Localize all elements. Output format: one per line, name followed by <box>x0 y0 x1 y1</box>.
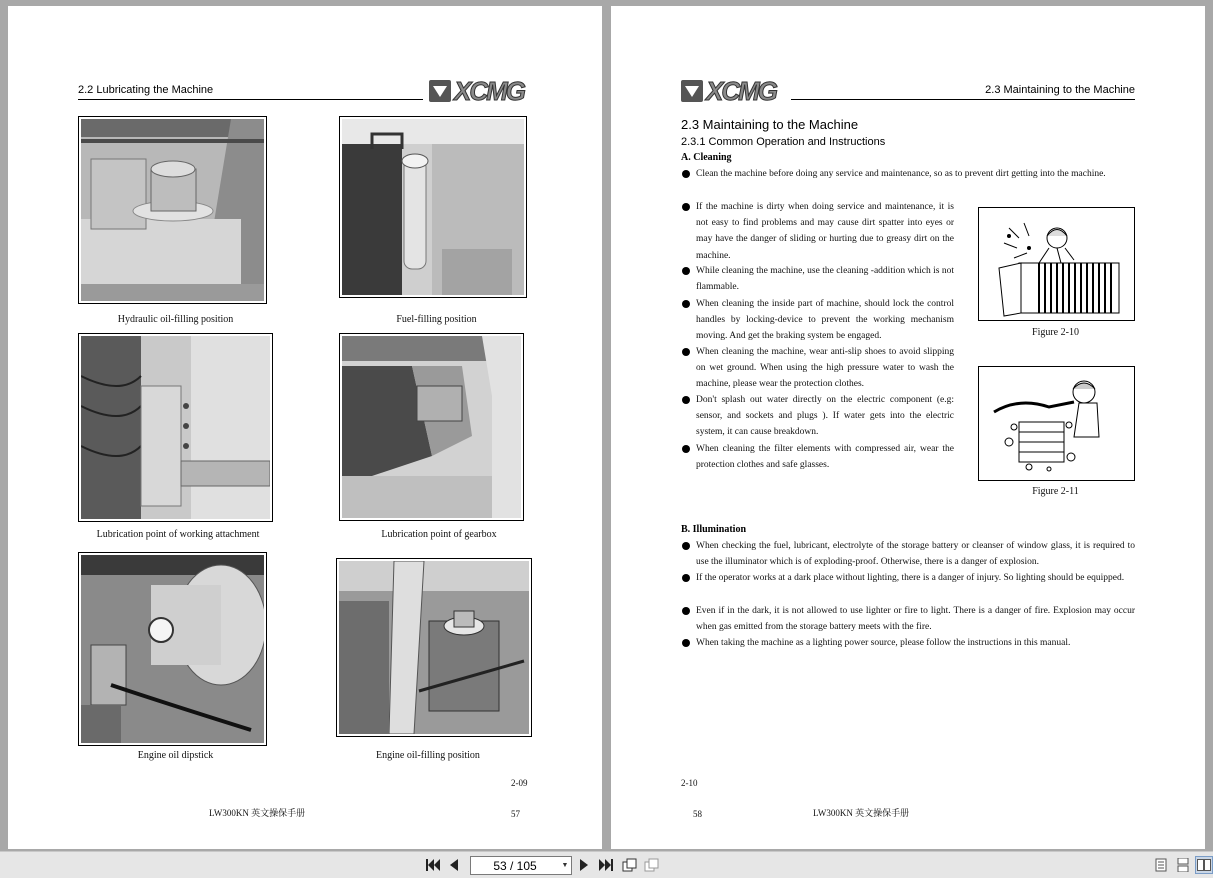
right-footer-title: LW300KN 英文操保手册 <box>813 808 910 818</box>
bullet-icon <box>682 300 690 308</box>
left-footer-number: 57 <box>511 809 520 819</box>
caption-gearbox: Lubrication point of gearbox <box>381 529 497 540</box>
washing-illustration-icon <box>979 367 1134 480</box>
xcmg-logo-icon <box>681 80 703 102</box>
fuel-tank-image <box>342 119 524 295</box>
prev-page-icon[interactable] <box>446 856 462 874</box>
next-page-icon[interactable] <box>576 856 592 874</box>
illumination-heading: B. Illumination <box>681 524 747 535</box>
illumination-bullet: Even if in the dark, it is not allowed to use lighter or fire to light. There is a danger of fire. Explosion may occur when gas emitted from the storage battery meets with the fire. <box>696 603 1135 635</box>
figure-2-10 <box>978 207 1135 321</box>
working-attachment-image <box>81 336 270 519</box>
bullet-icon <box>682 396 690 404</box>
section-title: 2.3 Maintaining to the Machine <box>681 117 859 132</box>
caption-working-attachment: Lubrication point of working attachment <box>96 529 260 540</box>
caption-fuel: Fuel-filling position <box>396 314 477 325</box>
page-indicator: 53 / 105 <box>493 858 537 873</box>
cleaning-bullet: When cleaning the inside part of machine, should lock the control handles by locking-device to prevent the working mechanism moving. And get the braking system be engaged. <box>696 296 954 345</box>
fit-page-icon[interactable] <box>643 856 661 874</box>
photo-engine-oil-filling <box>336 558 532 737</box>
photo-gearbox <box>339 333 524 521</box>
illumination-bullet: When checking the fuel, lubricant, electrolyte of the storage battery or cleanser of window glass, it is required to use the illuminator which is of exploding-proof. Otherwise, there is a danger of explosion. <box>696 538 1135 570</box>
bullet-icon <box>682 607 690 615</box>
chevron-down-icon[interactable]: ▼ <box>561 862 569 869</box>
hydraulic-tank-image <box>81 119 264 301</box>
photo-fuel-filling <box>339 116 527 298</box>
illumination-bullet: When taking the machine as a lighting power source, please follow the instructions in this manual. <box>696 635 1135 651</box>
bullet-icon <box>682 348 690 356</box>
figure-2-11 <box>978 366 1135 481</box>
bullet-icon <box>682 267 690 275</box>
left-header-title: 2.2 Lubricating the Machine <box>78 84 214 96</box>
left-header-rule <box>78 99 423 100</box>
xcmg-logo-text: XCMG <box>706 76 776 106</box>
bullet-icon <box>682 542 690 550</box>
left-page <box>8 6 602 849</box>
xcmg-logo-left <box>429 76 533 106</box>
illumination-bullet: If the operator works at a dark place without lighting, there is a danger of injury. So lighting should be equipped. <box>696 570 1135 586</box>
bullet-icon <box>682 639 690 647</box>
cleaning-bullet: Clean the machine before doing any service and maintenance, so as to prevent dirt getting into the machine. <box>696 166 1135 182</box>
viewer-toolbar <box>0 851 1213 878</box>
caption-figure-2-10: Figure 2-10 <box>1032 327 1079 338</box>
right-page-code: 2-10 <box>681 778 698 788</box>
right-header-title: 2.3 Maintaining to the Machine <box>985 84 1135 96</box>
xcmg-logo-right <box>681 76 785 106</box>
cleaning-bullet: While cleaning the machine, use the cleaning -addition which is not flammable. <box>696 263 954 295</box>
bullet-icon <box>682 203 690 211</box>
page-number-input[interactable] <box>470 856 572 875</box>
caption-engine-oil-filling: Engine oil-filling position <box>376 750 480 761</box>
bullet-icon <box>682 170 690 178</box>
subsection-title: 2.3.1 Common Operation and Instructions <box>681 136 886 148</box>
cleaning-illustration-icon <box>979 208 1134 320</box>
right-page <box>611 6 1205 849</box>
single-page-view-icon[interactable] <box>1152 856 1170 874</box>
caption-hydraulic: Hydraulic oil-filling position <box>117 314 234 325</box>
two-page-view-icon[interactable] <box>1195 856 1213 874</box>
rotate-icon[interactable] <box>621 856 639 874</box>
photo-engine-oil-dipstick <box>78 552 267 746</box>
cleaning-bullet: When cleaning the filter elements with compressed air, wear the protection clothes and safe glasses. <box>696 441 954 473</box>
engine-dipstick-image <box>81 555 264 743</box>
engine-oil-filling-image <box>339 561 529 734</box>
photo-hydraulic-oil-filling <box>78 116 267 304</box>
xcmg-logo-text: XCMG <box>454 76 524 106</box>
photo-working-attachment <box>78 333 273 522</box>
right-header-rule <box>791 99 1135 100</box>
caption-figure-2-11: Figure 2-11 <box>1032 486 1079 497</box>
first-page-icon[interactable] <box>424 856 442 874</box>
cleaning-bullet: Don't splash out water directly on the electric component (e.g: sensor, and sockets and plugs ). If water gets into the electric system, it can cause breakdown. <box>696 392 954 441</box>
left-footer-title: LW300KN 英文操保手册 <box>209 808 306 818</box>
last-page-icon[interactable] <box>597 856 615 874</box>
bullet-icon <box>682 574 690 582</box>
cleaning-bullet: If the machine is dirty when doing service and maintenance, it is not easy to find problems and may cause dirt spatter into eyes or may have the danger of sliding or hurting due to greasy dirt on the machine. <box>696 199 954 264</box>
xcmg-logo-icon <box>429 80 451 102</box>
gearbox-image <box>342 336 521 518</box>
left-page-code: 2-09 <box>511 778 528 788</box>
caption-engine-dipstick: Engine oil dipstick <box>137 750 214 761</box>
cleaning-bullet: When cleaning the machine, wear anti-slip shoes to avoid slipping on wet ground. When using the high pressure water to wash the machine, please wear the protection clothes. <box>696 344 954 393</box>
cleaning-heading: A. Cleaning <box>681 152 732 163</box>
bullet-icon <box>682 445 690 453</box>
right-footer-number: 58 <box>693 809 702 819</box>
continuous-view-icon[interactable] <box>1174 856 1192 874</box>
